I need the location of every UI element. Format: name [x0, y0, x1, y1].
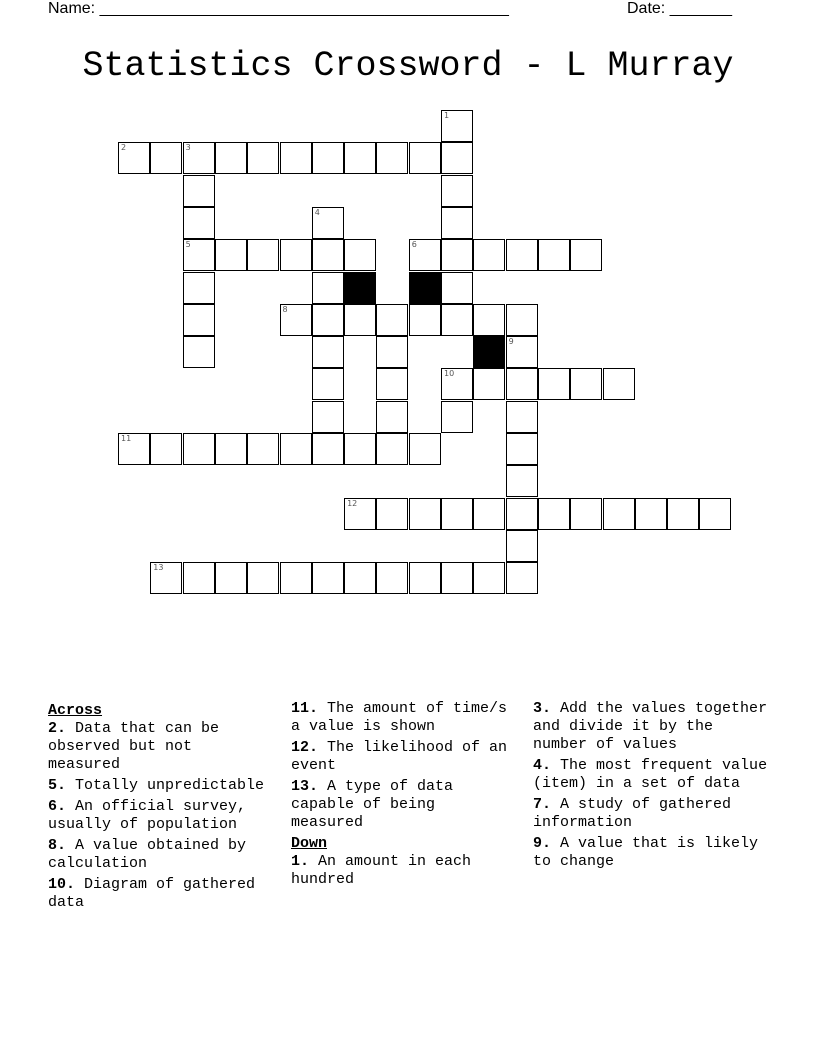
- grid-cell[interactable]: [344, 304, 376, 336]
- grid-cell[interactable]: [409, 562, 441, 594]
- grid-cell[interactable]: [150, 142, 182, 174]
- grid-cell[interactable]: [506, 465, 538, 497]
- grid-cell[interactable]: [635, 498, 667, 530]
- grid-cell[interactable]: [376, 562, 408, 594]
- clue-number: 6.: [48, 798, 67, 815]
- clue-text: Totally unpredictable: [75, 777, 265, 794]
- clue-down-7: [533, 796, 768, 832]
- grid-block: [409, 272, 441, 304]
- grid-cell[interactable]: [150, 433, 182, 465]
- across-heading: Across: [48, 702, 103, 719]
- grid-cell[interactable]: [376, 368, 408, 400]
- clue-number-label: 9: [508, 337, 514, 347]
- grid-cell[interactable]: [312, 239, 344, 271]
- clue-across-10: [48, 876, 273, 912]
- clue-number-label: 12: [347, 498, 358, 508]
- clue-text: The most frequent value (item) in a set of data: [533, 757, 768, 792]
- grid-cell[interactable]: [506, 498, 538, 530]
- grid-cell[interactable]: [441, 498, 473, 530]
- clue-across-2: [48, 720, 273, 774]
- clue-number: 12.: [291, 739, 319, 756]
- grid-cell[interactable]: [376, 401, 408, 433]
- clue-number: 2.: [48, 720, 67, 737]
- clue-text: A type of data capable of being measured: [291, 778, 454, 831]
- grid-cell[interactable]: [409, 304, 441, 336]
- grid-cell[interactable]: [376, 498, 408, 530]
- grid-cell[interactable]: [280, 239, 312, 271]
- date-field[interactable]: Date: _______: [627, 0, 732, 17]
- clue-text: A value obtained by calculation: [48, 837, 247, 872]
- clue-down-1: [291, 853, 516, 889]
- grid-cell[interactable]: [506, 336, 538, 368]
- clue-across-6: [48, 798, 273, 834]
- grid-cell[interactable]: [441, 272, 473, 304]
- clue-number-label: 6: [411, 240, 417, 250]
- grid-cell[interactable]: [247, 239, 279, 271]
- clue-text: The amount of time/s a value is shown: [291, 700, 508, 735]
- clue-text: An official survey, usually of population: [48, 798, 247, 833]
- clue-column-2: [291, 700, 516, 892]
- clue-number: 11.: [291, 700, 319, 717]
- grid-cell[interactable]: [215, 562, 247, 594]
- grid-block: [473, 336, 505, 368]
- grid-cell[interactable]: [570, 239, 602, 271]
- clue-down-9: [533, 835, 768, 871]
- clue-number-label: 1: [444, 111, 450, 120]
- grid-cell[interactable]: [183, 175, 215, 207]
- grid-cell[interactable]: [376, 304, 408, 336]
- grid-cell[interactable]: [667, 498, 699, 530]
- grid-cell[interactable]: [344, 142, 376, 174]
- grid-cell[interactable]: [183, 142, 215, 174]
- grid-cell[interactable]: [441, 562, 473, 594]
- grid-cell[interactable]: [441, 239, 473, 271]
- grid-cell[interactable]: [118, 433, 150, 465]
- grid-cell[interactable]: [183, 272, 215, 304]
- clue-text: A study of gathered information: [533, 796, 732, 831]
- grid-cell[interactable]: [344, 562, 376, 594]
- clue-column-3: [533, 700, 768, 874]
- clue-column-1: [48, 700, 273, 915]
- clue-number: 5.: [48, 777, 67, 794]
- grid-cell[interactable]: [409, 239, 441, 271]
- clue-text: Diagram of gathered data: [48, 876, 256, 911]
- grid-cell[interactable]: [376, 142, 408, 174]
- grid-cell[interactable]: [312, 142, 344, 174]
- clue-number: 13.: [291, 778, 319, 795]
- grid-cell[interactable]: [312, 304, 344, 336]
- grid-cell[interactable]: [506, 562, 538, 594]
- grid-cell[interactable]: [312, 368, 344, 400]
- clue-number: 10.: [48, 876, 76, 893]
- grid-cell[interactable]: [215, 239, 247, 271]
- clue-text: Add the values together and divide it by the number of values: [533, 700, 768, 753]
- down-heading: Down: [291, 835, 328, 852]
- grid-cell[interactable]: [603, 368, 635, 400]
- grid-cell[interactable]: [441, 401, 473, 433]
- clue-across-11: [291, 700, 516, 736]
- grid-cell[interactable]: [280, 304, 312, 336]
- clue-down-3: [533, 700, 768, 754]
- grid-cell[interactable]: [344, 239, 376, 271]
- grid-cell[interactable]: [183, 239, 215, 271]
- grid-cell[interactable]: [409, 142, 441, 174]
- grid-cell[interactable]: [118, 142, 150, 174]
- grid-cell[interactable]: [538, 239, 570, 271]
- clue-number: 3.: [533, 700, 552, 717]
- grid-cell[interactable]: [441, 175, 473, 207]
- clue-number: 4.: [533, 757, 552, 774]
- grid-cell[interactable]: [473, 239, 505, 271]
- grid-cell[interactable]: [183, 304, 215, 336]
- clue-number: 8.: [48, 837, 67, 854]
- grid-cell[interactable]: [247, 142, 279, 174]
- grid-cell[interactable]: [312, 207, 344, 239]
- grid-cell[interactable]: [183, 433, 215, 465]
- grid-cell[interactable]: [473, 304, 505, 336]
- grid-cell[interactable]: [376, 336, 408, 368]
- grid-block: [344, 272, 376, 304]
- clue-number-label: 13: [153, 563, 164, 573]
- name-field[interactable]: Name: ______________________________________________: [48, 0, 509, 17]
- clue-across-5: [48, 777, 273, 795]
- grid-cell[interactable]: [280, 562, 312, 594]
- grid-cell[interactable]: [538, 368, 570, 400]
- grid-cell[interactable]: [441, 207, 473, 239]
- grid-cell[interactable]: [247, 433, 279, 465]
- clue-number-label: 10: [444, 369, 455, 379]
- clue-across-12: [291, 739, 516, 775]
- grid-cell[interactable]: [473, 562, 505, 594]
- grid-cell[interactable]: [376, 433, 408, 465]
- clue-text: Data that can be observed but not measured: [48, 720, 220, 773]
- grid-cell[interactable]: [506, 239, 538, 271]
- clue-text: A value that is likely to change: [533, 835, 759, 870]
- grid-cell[interactable]: [183, 207, 215, 239]
- grid-cell[interactable]: [215, 142, 247, 174]
- clue-text: An amount in each hundred: [291, 853, 472, 888]
- clue-number-label: 11: [121, 434, 132, 443]
- grid-cell[interactable]: [441, 368, 473, 400]
- grid-cell[interactable]: [409, 433, 441, 465]
- grid-cell[interactable]: [409, 498, 441, 530]
- grid-cell[interactable]: [538, 498, 570, 530]
- clue-number: 7.: [533, 796, 552, 813]
- grid-cell[interactable]: [247, 562, 279, 594]
- clue-number-label: 5: [185, 240, 191, 250]
- clue-number: 1.: [291, 853, 310, 870]
- grid-cell[interactable]: [312, 562, 344, 594]
- grid-cell[interactable]: [183, 336, 215, 368]
- grid-cell[interactable]: [570, 368, 602, 400]
- grid-cell[interactable]: [312, 433, 344, 465]
- clue-number-label: 4: [314, 207, 320, 217]
- grid-cell[interactable]: [280, 142, 312, 174]
- grid-cell[interactable]: [312, 336, 344, 368]
- grid-cell[interactable]: [441, 304, 473, 336]
- clue-number: 9.: [533, 835, 552, 852]
- clue-text: The likelihood of an event: [291, 739, 508, 774]
- grid-cell[interactable]: [506, 401, 538, 433]
- clue-across-8: [48, 837, 273, 873]
- grid-cell[interactable]: [506, 433, 538, 465]
- grid-cell[interactable]: [699, 498, 731, 530]
- clue-number-label: 3: [185, 143, 191, 153]
- clue-number-label: 8: [282, 304, 288, 314]
- grid-cell[interactable]: [312, 272, 344, 304]
- grid-cell[interactable]: [150, 562, 182, 594]
- grid-cell[interactable]: [603, 498, 635, 530]
- grid-cell[interactable]: [312, 401, 344, 433]
- clue-down-4: [533, 757, 768, 793]
- grid-cell[interactable]: [441, 142, 473, 174]
- grid-cell[interactable]: [183, 562, 215, 594]
- grid-cell[interactable]: [441, 110, 473, 142]
- page-title: Statistics Crossword - L Murray: [82, 46, 734, 86]
- grid-cell[interactable]: [506, 530, 538, 562]
- grid-cell[interactable]: [506, 304, 538, 336]
- grid-cell[interactable]: [280, 433, 312, 465]
- grid-cell[interactable]: [215, 433, 247, 465]
- grid-cell[interactable]: [506, 368, 538, 400]
- grid-cell[interactable]: [344, 498, 376, 530]
- clue-list: [0, 700, 816, 1000]
- grid-cell[interactable]: [473, 498, 505, 530]
- grid-cell[interactable]: [473, 368, 505, 400]
- clue-across-13: [291, 778, 516, 832]
- grid-cell[interactable]: [570, 498, 602, 530]
- clue-number-label: 2: [121, 143, 127, 153]
- grid-cell[interactable]: [344, 433, 376, 465]
